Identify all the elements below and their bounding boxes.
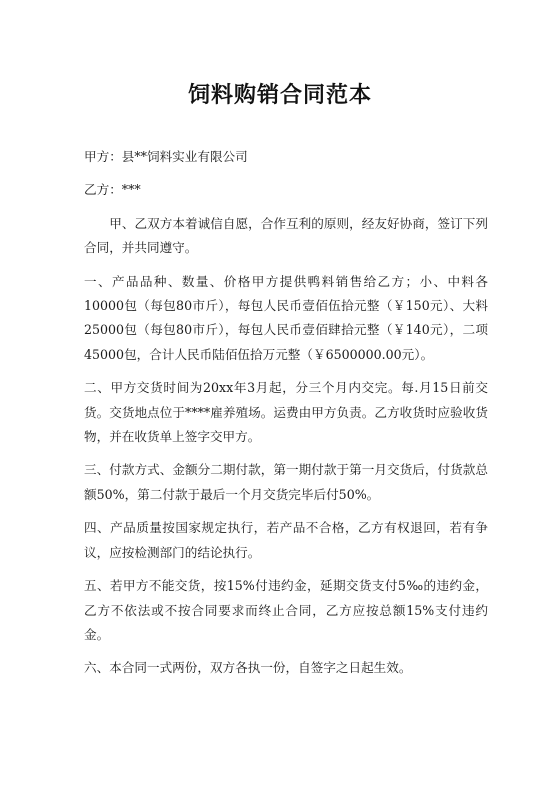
party-a: 甲方：县**饲料实业有限公司 — [84, 149, 248, 164]
clause-3: 三、付款方式、金额分二期付款，第一期付款于第一月交货后，付货款总额50%，第二付款于最后一个月交货完毕后付50%。 — [84, 462, 488, 502]
clause-1: 一、产品品种、数量、价格甲方提供鸭料销售给乙方；小、中料各10000包（每包80市斤），每包人民币壹佰伍拾元整（￥150元）、大料25000包（每包80市斤），每包人民币壹佰肆拾元整（￥140元），二项45000包，合计人民币陆佰伍拾万元整（￥6500000.00元）。 — [84, 273, 488, 362]
clause-5: 五、若甲方不能交货，按15%付违约金，延期交货支付5‰的违约金，乙方不依法或不按合同要求而终止合同，乙方应按总额15%支付违约金。 — [84, 578, 488, 642]
document-title: 饲料购销合同范本 — [187, 82, 372, 108]
clause-6: 六、本合同一式两份，双方各执一份，自签字之日起生效。 — [84, 660, 412, 676]
clause-4: 四、产品质量按国家规定执行，若产品不合格，乙方有权退回，若有争议，应按检测部门的结论执行。 — [84, 520, 488, 560]
document-body — [84, 145, 488, 690]
clause-2: 二、甲方交货时间为20xx年3月起，分三个月内交完。每.月15日前交货。交货地点位于****雇养殖场。运费由甲方负责。乙方收货时应验收货物，并在收货单上签字交甲方。 — [84, 380, 488, 445]
party-b: 乙方：*** — [84, 182, 141, 198]
intro-paragraph: 甲、乙双方本着诚信自愿，合作互利的原则，经友好协商，签订下列合同，并共同遵守。 — [84, 215, 488, 256]
